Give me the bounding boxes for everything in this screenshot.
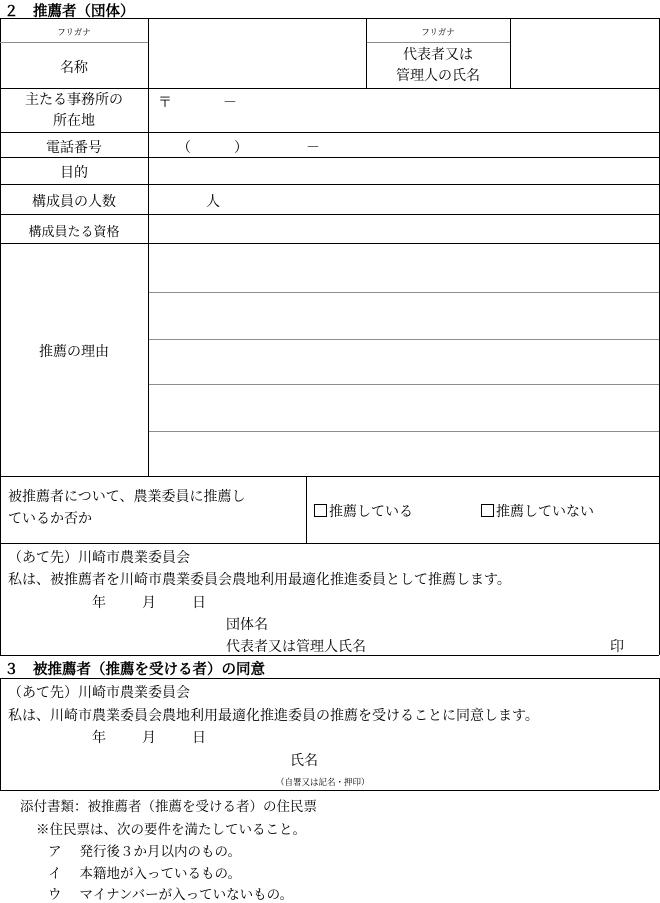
writing-line <box>148 292 659 293</box>
postal-dash: － <box>223 95 237 111</box>
requirement-mark: ウ <box>48 887 62 903</box>
representative-name-label: 代表者又は管理人氏名 <box>226 639 366 655</box>
requirement-text: マイナンバーが入っていないもの。 <box>79 887 294 903</box>
option-recommending[interactable] <box>314 501 413 521</box>
consent-name-label: 氏名 <box>290 753 318 769</box>
office-address-label <box>0 90 148 132</box>
requirement-text: 本籍地が入っているもの。 <box>79 866 241 882</box>
recommendation-question-line1: 被推薦者について、農業委員に推薦し <box>8 489 246 505</box>
row-divider <box>0 132 659 133</box>
name-label: 名称 <box>60 60 88 76</box>
rep-column-divider <box>510 18 511 88</box>
members-unit: 人 <box>206 194 220 210</box>
consent-statement: 私は、川崎市農業委員会農地利用最適化推進委員の推薦を受けることに同意します。 <box>8 708 539 724</box>
consent-date-day: 日 <box>192 730 206 746</box>
seal-mark: 印 <box>610 639 624 655</box>
requirement-text: 発行後３か月以内のもの。 <box>79 844 241 860</box>
date-year: 年 <box>92 595 106 611</box>
consent-date-month: 月 <box>142 730 156 746</box>
row-divider <box>0 243 659 244</box>
furigana-divider-left <box>0 42 148 43</box>
section2-title: ２ 推薦者（団体） <box>4 4 135 20</box>
furigana-divider-right <box>366 42 510 43</box>
requirement-item <box>48 883 293 903</box>
row-divider <box>0 476 659 477</box>
furigana-label-rep: フリガナ <box>421 28 455 38</box>
label-column-divider <box>148 18 149 476</box>
date-day: 日 <box>192 595 206 611</box>
option-recommending-label: 推薦している <box>329 504 413 520</box>
purpose-label: 目的 <box>60 165 88 181</box>
requirement-item <box>48 840 241 860</box>
option-not-recommending-label: 推薦していない <box>496 504 594 520</box>
checkbox-not-recommending[interactable] <box>481 504 494 517</box>
office-address-label-line1: 主たる事務所の <box>25 92 123 108</box>
row-divider <box>0 543 659 544</box>
consent-border-bottom <box>0 790 659 791</box>
writing-line <box>148 384 659 385</box>
consent-addressee: （あて先）川崎市農業委員会 <box>8 685 190 701</box>
row-divider <box>0 157 659 158</box>
rep-name-label <box>366 45 510 87</box>
recommendation-question-line2: ているか否か <box>8 511 92 527</box>
option-not-recommending[interactable] <box>481 501 594 521</box>
phone-dash: － <box>306 140 320 156</box>
row-divider <box>0 88 659 89</box>
rep-name-label-line2: 管理人の氏名 <box>396 68 480 84</box>
group-name-label: 団体名 <box>226 617 268 633</box>
rep-name-label-line1: 代表者又は <box>403 47 473 63</box>
members-count-label: 構成員の人数 <box>32 194 116 210</box>
checkbox-recommending[interactable] <box>314 504 327 517</box>
signature-note: （自署又は記名・押印） <box>276 778 370 788</box>
row-divider <box>0 214 659 215</box>
section3-title: ３ 被推薦者（推薦を受ける者）の同意 <box>4 662 265 678</box>
requirement-item <box>48 862 241 882</box>
phone-label: 電話番号 <box>46 140 102 156</box>
phone-paren-open: （ <box>177 140 191 156</box>
recommendation-question <box>8 486 304 530</box>
qualification-label: 構成員たる資格 <box>28 225 120 240</box>
office-address-label-line2: 所在地 <box>53 113 95 129</box>
consent-date-year: 年 <box>92 730 106 746</box>
date-month: 月 <box>142 595 156 611</box>
writing-line <box>148 431 659 432</box>
row-divider <box>0 184 659 185</box>
consent-border-left <box>0 678 1 790</box>
recommendation-statement: 私は、被推薦者を川崎市農業委員会農地利用最適化推進委員として推薦します。 <box>8 572 511 588</box>
attachments-heading: 添付書類：被推薦者（推薦を受ける者）の住民票 <box>20 799 317 815</box>
furigana-label-name: フリガナ <box>57 28 91 38</box>
postal-mark: 〒 <box>158 95 172 111</box>
writing-line <box>148 339 659 340</box>
requirement-mark: イ <box>48 866 62 882</box>
attachments-note: ※住民票は、次の要件を満たしていること。 <box>36 822 306 838</box>
requirement-mark: ア <box>48 844 62 860</box>
question-column-divider <box>306 476 307 543</box>
table-border-top <box>0 18 659 19</box>
phone-paren-close: ） <box>234 140 248 156</box>
addressee: （あて先）川崎市農業委員会 <box>8 550 190 566</box>
consent-border-top <box>0 678 659 679</box>
reason-label: 推薦の理由 <box>39 344 109 360</box>
